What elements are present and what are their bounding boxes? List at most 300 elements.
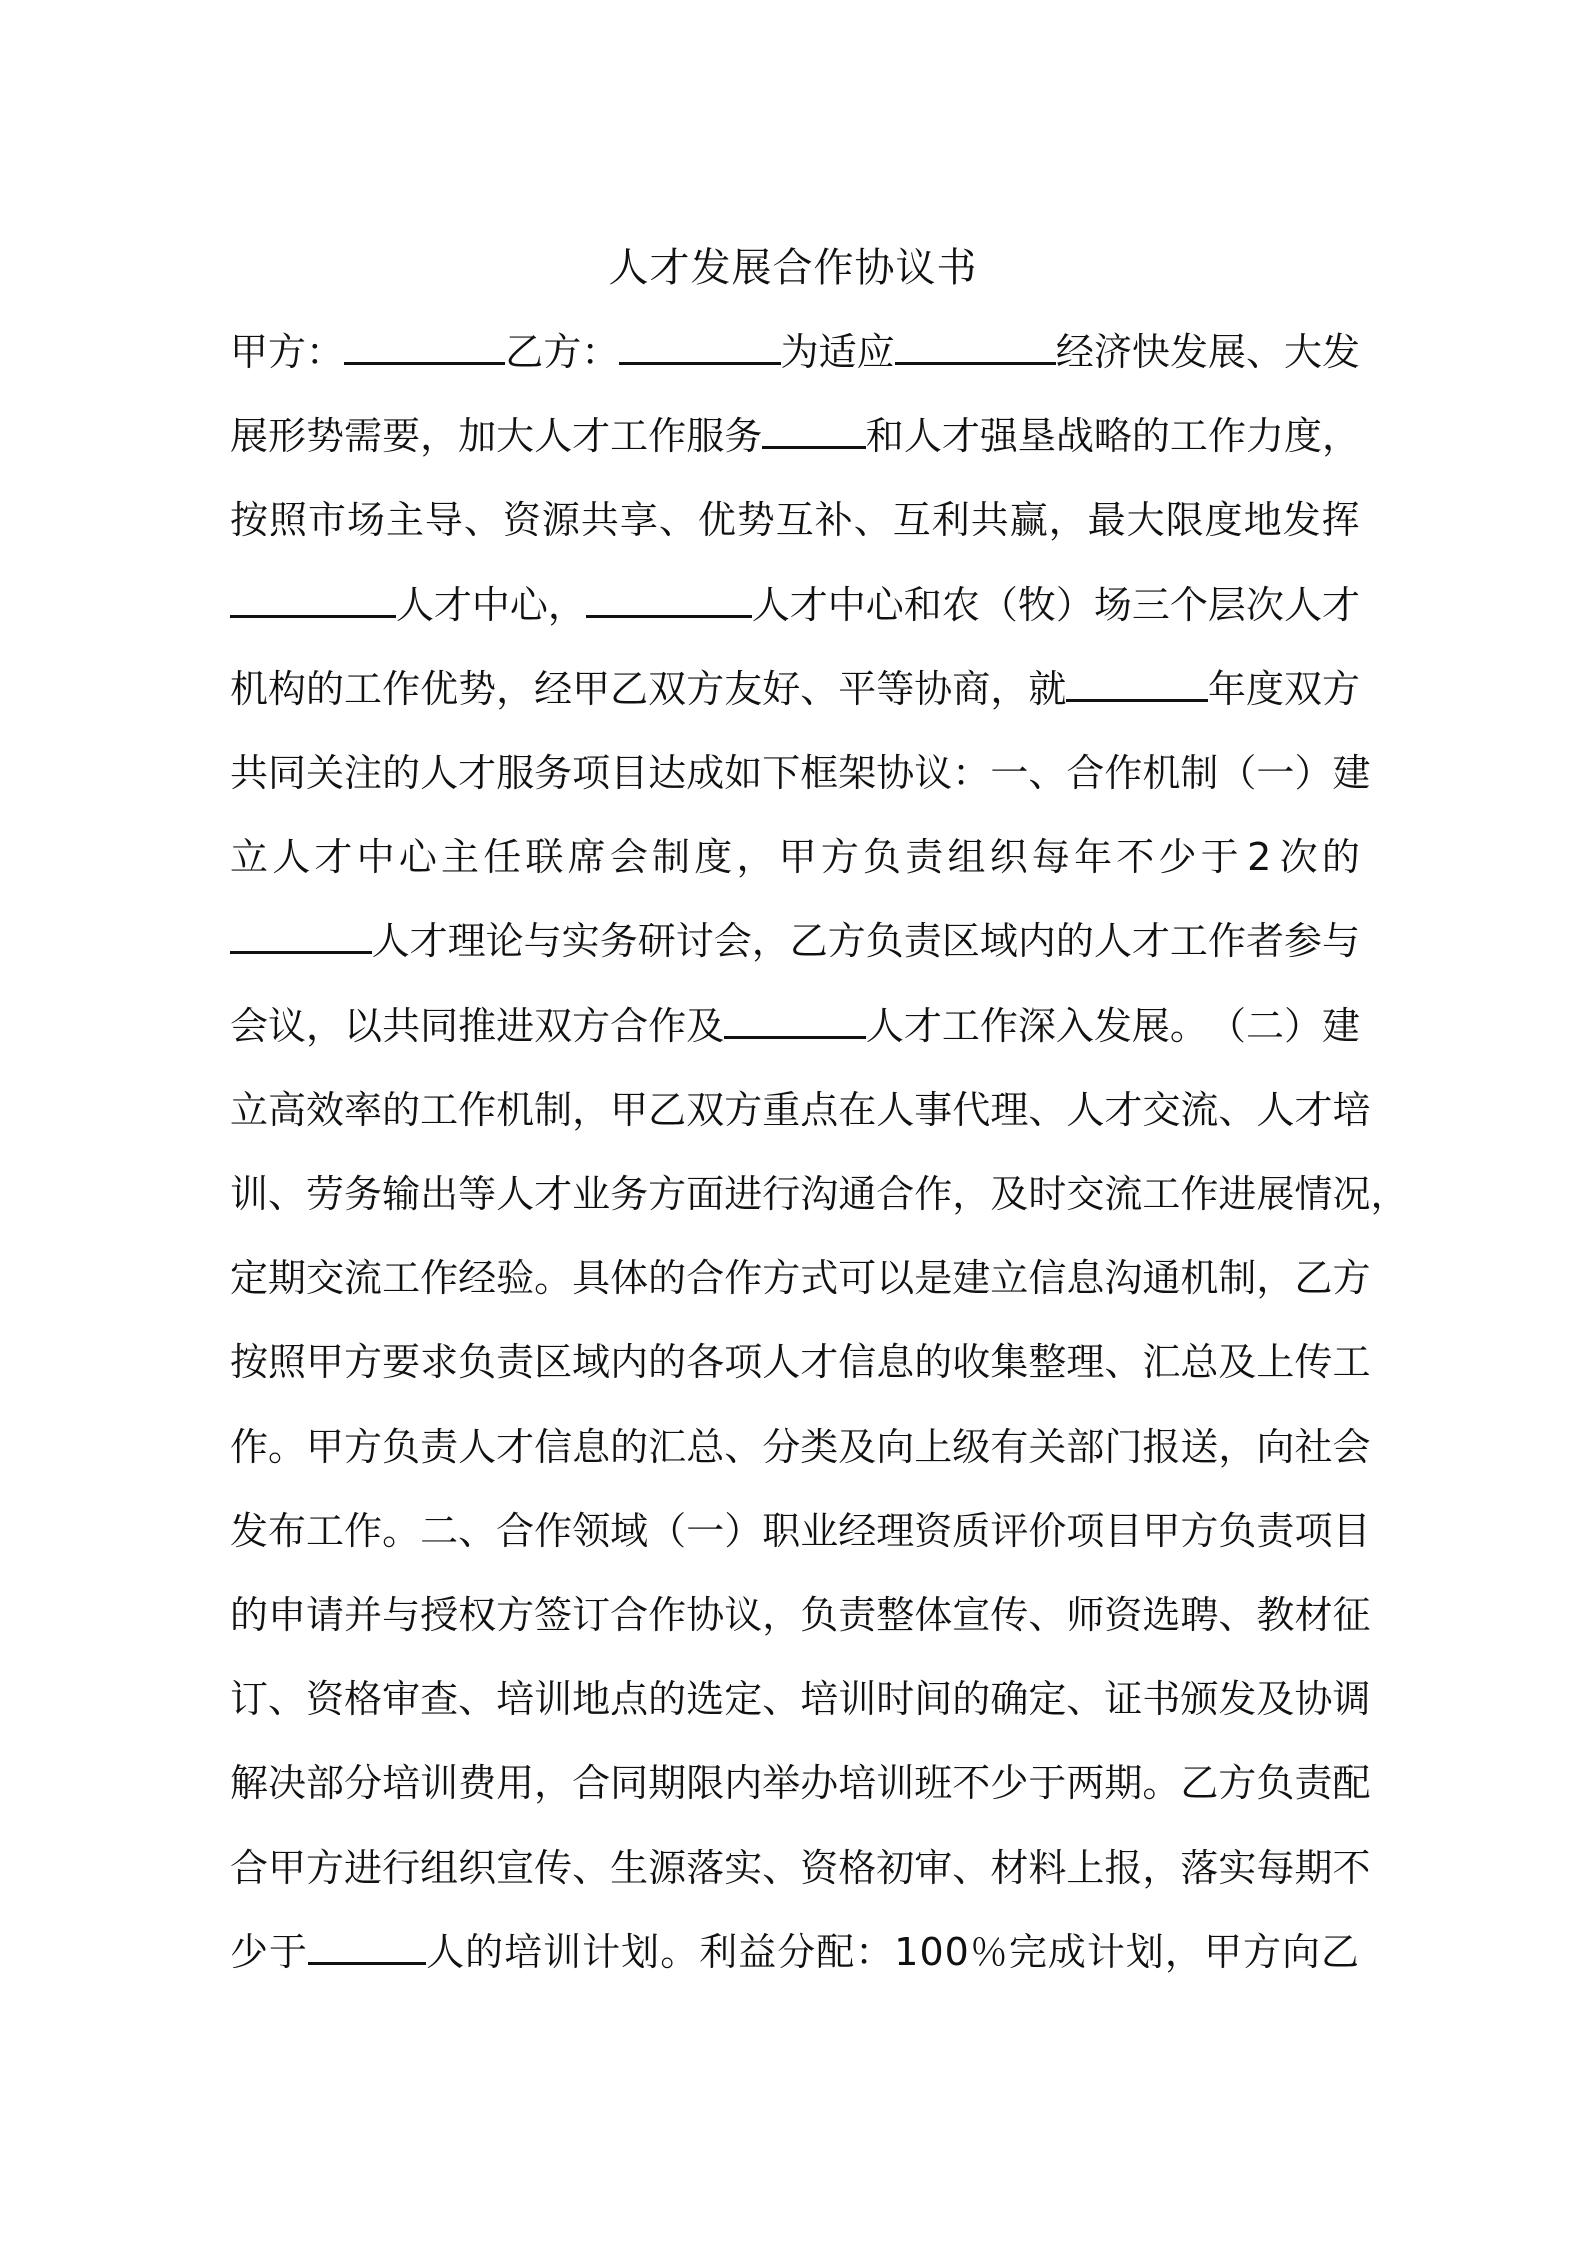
text-char: 效 [306,1087,345,1132]
text-char: 责 [1256,1508,1295,1553]
text-char: 各 [686,1340,725,1385]
text-char: 议 [268,1003,307,1048]
text-char: 人 [426,1929,465,1974]
text-char: 培 [838,1761,877,1806]
text-char: 最 [1087,498,1126,543]
text-char: 中 [356,835,395,880]
text-char: 关 [1028,1424,1067,1469]
text-char: 人 [496,1172,535,1216]
text-char: 料 [1028,1845,1067,1890]
text-char: 人 [371,919,410,964]
text-char: 方 [344,1340,383,1385]
text-char: 情 [1294,1172,1333,1216]
text-char: ， [1256,1256,1295,1301]
text-char: 资 [800,1845,839,1890]
text-char: 集 [990,1340,1029,1385]
text-char: 向 [876,1424,915,1469]
text-char: 式 [800,1256,839,1301]
text-char: 同 [610,1761,649,1806]
text-char: 作 [1104,751,1143,795]
text-char: 审 [382,1677,421,1722]
text-char: 查 [420,1677,459,1722]
text-line [230,478,1360,562]
text-char: 才 [1321,582,1360,627]
text-char: 行 [762,1172,801,1216]
text-char: 合 [1066,751,1105,795]
text-char: 质 [952,1508,991,1553]
text-char: 的 [382,751,421,795]
text-char: 落 [1180,1845,1219,1890]
text-char: 传 [534,1845,573,1890]
text-char: 。 [1142,1761,1181,1806]
text-char: 定 [724,1677,763,1722]
text-char: 会 [609,835,648,880]
text-char: 项 [1294,1508,1333,1553]
text-char: 调 [1332,1677,1371,1722]
text-char: 度 [1283,414,1322,459]
text-char: 输 [382,1172,421,1216]
text-char: 推 [458,1003,497,1048]
text-char: 及 [686,1003,725,1048]
text-char: 生 [610,1845,649,1890]
text-char: 工 [610,414,649,459]
text-char: 才 [1131,919,1170,964]
text-char: 立 [230,1087,269,1132]
text-char: 发 [230,1508,269,1553]
text-char: 材 [1294,1593,1333,1637]
text-char: 次 [1279,835,1318,880]
text-char: ： [952,751,991,795]
text-char: 济 [1093,330,1132,374]
text-char: 的 [952,1677,991,1722]
text-char: 方 [724,1087,763,1132]
text-char: 、 [762,1677,801,1722]
text-char: 人 [1093,919,1132,964]
text-char: 定 [230,1256,269,1301]
text-char: 、 [1218,1087,1257,1132]
text-line [230,1236,1371,1320]
text-char: 务 [724,414,763,459]
text-char: 的 [914,1340,953,1385]
text-char: ， [990,666,1029,711]
text-char: 。 [382,1508,421,1553]
text-char: 展 [230,414,269,459]
text-char: 制 [1218,1256,1257,1301]
text-char: 的 [648,1340,687,1385]
text-char: 论 [485,919,524,964]
text-char: ， [306,1003,345,1048]
text-char: 度 [694,835,733,880]
text-char: 乙 [648,1087,687,1132]
text-char: 行 [382,1845,421,1890]
text-char: 区 [941,919,980,964]
text-char: 、 [658,498,697,543]
text-char: ： [306,330,345,374]
text-char: 工 [344,666,383,711]
text-char: 不 [1116,835,1155,880]
text-char: 人 [458,1424,497,1469]
text-char: 商 [952,666,991,711]
text-char: 等 [876,666,915,711]
text-char: 向 [1256,1424,1295,1469]
text-char: ， [1142,1845,1181,1890]
text-char: 协 [1294,1677,1333,1722]
text-char: ， [762,1593,801,1637]
fill-in-blank[interactable] [1066,661,1208,702]
text-line [230,1910,1360,1994]
text-char: 席 [567,835,606,880]
text-char: 理 [447,919,486,964]
text-char: 下 [762,751,801,795]
text-char: 。 [268,1424,307,1469]
text-char: 、 [268,1677,307,1722]
text-char: 互 [892,498,931,543]
text-char: 方 [1180,1508,1219,1553]
text-char: 与 [382,1593,421,1637]
text-char: 用 [496,1761,535,1806]
text-char: 才 [409,919,448,964]
text-char: 实 [1218,1845,1257,1890]
text-char: 大 [1126,498,1165,543]
text-char: 理 [990,1087,1029,1132]
text-char: 作 [1207,414,1246,459]
text-char: 经 [534,666,573,711]
text-char: 培 [800,1677,839,1722]
text-char: 格 [344,1677,383,1722]
text-char: 班 [914,1761,953,1806]
text-char: 不 [952,1761,991,1806]
text-char: 略 [1093,414,1132,459]
text-char: 报 [1142,1424,1181,1469]
text-char: 乙 [505,330,544,374]
text-char: 人 [876,1087,915,1132]
fill-in-blank[interactable] [586,577,752,618]
text-char: 分 [762,1424,801,1469]
text-char: 沟 [800,1172,839,1216]
text-char: 机 [1180,1256,1219,1301]
text-char: 才 [1294,1087,1333,1132]
text-char: 少 [990,1761,1029,1806]
text-char: 要 [382,1340,421,1385]
text-char: 工 [420,1087,459,1132]
text-char: 层 [1207,582,1246,627]
text-char: 方 [344,1424,383,1469]
text-char: 讨 [675,919,714,964]
text-char: ， [1048,498,1087,543]
text-char: 乙 [1320,1929,1359,1974]
fill-in-blank[interactable] [724,998,866,1039]
text-line [230,815,1360,899]
text-char: 作 [458,1087,497,1132]
text-char: 格 [838,1845,877,1890]
text-char: 甲 [1142,1508,1181,1553]
text-char: 会 [1332,1424,1371,1469]
text-char: 人 [751,582,790,627]
text-char: 部 [306,1761,345,1806]
text-char: 训 [838,1677,877,1722]
text-char: 人 [903,414,942,459]
text-char: 立 [230,835,269,880]
text-char: 体 [610,1256,649,1301]
text-char: 展 [1207,330,1246,374]
text-char: 展 [1131,1003,1170,1048]
text-char: 于 [269,1929,308,1974]
text-char: 按 [230,498,269,543]
text-char: 友 [724,666,763,711]
text-char: 项 [572,751,611,795]
text-char: 乙 [610,666,649,711]
text-char: 共 [382,1003,421,1048]
text-char: 进 [344,1845,383,1890]
text-char: 、 [572,1845,611,1890]
text-char: 、 [1104,1340,1143,1385]
text-char: 教 [1256,1593,1295,1637]
text-char: 、 [268,1172,307,1216]
text-char: ， [547,582,586,627]
text-char: 作 [648,414,687,459]
text-char: 框 [800,751,839,795]
text-char: 战 [1055,414,1094,459]
text-char: 工 [382,1256,421,1301]
text-char: ： [855,1929,894,1974]
text-char: 的 [648,1677,687,1722]
text-char: 交 [1142,1087,1181,1132]
text-char: 类 [800,1424,839,1469]
text-char: 织 [458,1845,497,1890]
text-char: 发 [1282,498,1321,543]
text-char: 0 [919,1929,944,1974]
text-char: 务 [610,1172,649,1216]
text-char: 利 [931,498,970,543]
text-char: 于 [1028,1761,1067,1806]
text-char: 目 [610,751,649,795]
text-line [230,1320,1371,1404]
text-char: 以 [876,1256,915,1301]
fill-in-blank[interactable] [895,324,1056,365]
text-char: 双 [1283,666,1322,711]
text-char: 确 [990,1677,1029,1722]
text-char: 的 [465,1929,504,1974]
text-char: 共 [970,498,1009,543]
text-char: 业 [800,1508,839,1553]
text-char: 需 [344,414,383,459]
text-char: 任 [483,835,522,880]
text-char: 甲 [1203,1929,1242,1974]
text-char: 目 [1332,1508,1371,1553]
text-char: 向 [1281,1929,1320,1974]
text-char: 信 [1028,1256,1067,1301]
text-char: 才 [789,582,828,627]
text-char: 申 [268,1593,307,1637]
text-char: 期 [648,1761,687,1806]
text-char: ） [1283,1003,1322,1048]
text-char: 项 [724,1340,763,1385]
text-char: 具 [572,1256,611,1301]
text-char: 区 [534,1340,573,1385]
text-char: 照 [268,498,307,543]
text-char: 度 [1204,498,1243,543]
text-char: 共 [580,498,619,543]
fill-in-blank[interactable] [308,1924,426,1965]
text-char: 作 [344,1508,383,1553]
fill-in-blank[interactable] [230,577,396,618]
text-char: 联 [525,835,564,880]
text-line [230,1152,1409,1236]
text-char: 训 [876,1761,915,1806]
text-char: 负 [382,1424,421,1469]
text-char: 的 [648,1256,687,1301]
text-char: 与 [1321,919,1360,964]
text-char: 同 [420,1003,459,1048]
text-char: 方 [306,1845,345,1890]
text-char: 上 [914,1424,953,1469]
text-char: 出 [420,1172,459,1216]
text-char: 发 [1218,1677,1257,1722]
text-char: 源 [541,498,580,543]
text-char: 和 [865,414,904,459]
text-char: 配 [1332,1761,1371,1806]
text-char: 发 [1093,1003,1132,1048]
text-line [230,984,1360,1068]
text-char: 人 [1066,1087,1105,1132]
text-char: 权 [458,1593,497,1637]
text-char: 证 [1104,1677,1143,1722]
text-char: 不 [1332,1845,1371,1890]
text-char: 上 [1066,1845,1105,1890]
text-char: 可 [838,1256,877,1301]
text-char: 及 [1218,1340,1257,1385]
text-char: 合 [686,1256,725,1301]
text-char: 责 [1294,1761,1333,1806]
text-char: 汇 [648,1424,687,1469]
text-char: 才 [458,751,497,795]
text-char: 负 [1256,1761,1295,1806]
text-char: 架 [838,751,877,795]
text-char: 及 [990,1172,1029,1216]
text-char: 乙 [789,919,828,964]
text-char: 利 [699,1929,738,1974]
text-char: 分 [344,1761,383,1806]
text-char: 建 [1332,751,1371,795]
text-char: 社 [1294,1424,1333,1469]
text-char: 经 [838,1508,877,1553]
text-char: 书 [1142,1677,1181,1722]
text-char: 场 [1093,582,1132,627]
text-char: 总 [686,1424,725,1469]
text-char: 内 [610,1340,649,1385]
text-char: 与 [523,919,562,964]
text-char: 源 [648,1845,687,1890]
fill-in-blank[interactable] [230,913,372,954]
text-char: 征 [1332,1593,1371,1637]
text-char: 流 [344,1256,383,1301]
text-char: 人 [1283,582,1322,627]
text-char: 关 [306,751,345,795]
text-char: 训 [534,1677,573,1722]
text-char: 目 [1104,1508,1143,1553]
text-char: 落 [686,1845,725,1890]
fill-in-blank[interactable] [344,324,505,365]
text-char: 配 [816,1929,855,1974]
text-char: 门 [1104,1424,1143,1469]
text-char: 就 [1028,666,1067,711]
text-char: 每 [1031,835,1070,880]
text-char: 审 [914,1845,953,1890]
text-char: 要 [382,414,421,459]
text-char: 组 [947,835,986,880]
text-char: 势 [736,498,775,543]
text-char: 计 [582,1929,621,1974]
text-char: 举 [762,1761,801,1806]
text-char: 率 [344,1087,383,1132]
text-char: 验 [496,1256,535,1301]
text-char: 传 [990,1593,1029,1637]
text-char: 合 [876,1172,915,1216]
text-char: 的 [230,1593,269,1637]
text-char: 二 [420,1508,459,1553]
text-char: 为 [780,330,819,374]
text-char: 求 [420,1340,459,1385]
text-char: 补 [814,498,853,543]
text-char: 训 [543,1929,582,1974]
text-char: 上 [1256,1340,1295,1385]
text-char: 导 [424,498,463,543]
text-char: 部 [1066,1424,1105,1469]
text-char: 才 [534,1172,573,1216]
text-char: 同 [268,751,307,795]
text-char: 布 [268,1508,307,1553]
text-char: 息 [572,1424,611,1469]
text-char: ， [420,414,459,459]
text-char: 责 [496,1340,535,1385]
text-char: 内 [724,1761,763,1806]
text-char: 息 [876,1340,915,1385]
text-char: 方 [543,330,582,374]
fill-in-blank[interactable] [762,408,866,449]
text-char: 方 [496,1593,535,1637]
text-char: 的 [1055,919,1094,964]
text-char: 并 [344,1593,383,1637]
text-char: 、 [800,666,839,711]
text-char: 宣 [952,1593,991,1637]
text-char: 方 [268,330,307,374]
text-char: 赢 [1009,498,1048,543]
text-char: 方 [1218,1761,1257,1806]
text-char: 作 [420,1256,459,1301]
text-char: ） [1294,751,1333,795]
text-char: ， [1218,1424,1257,1469]
text-char: 交 [1066,1172,1105,1216]
text-char: （ [648,1508,687,1553]
text-char: 培 [504,1929,543,1974]
text-char: 势 [306,414,345,459]
text-char: 形 [268,414,307,459]
text-char: 发 [1169,330,1208,374]
text-char: 订 [230,1677,269,1722]
text-char: 整 [1028,1340,1067,1385]
text-char: 送 [1180,1424,1219,1469]
text-char: 服 [496,751,535,795]
text-line [230,1068,1371,1152]
text-char: 一 [990,751,1029,795]
text-char: 研 [637,919,676,964]
text-char: 汇 [1142,1340,1181,1385]
text-char: 通 [1142,1256,1181,1301]
text-char: 计 [1086,1929,1125,1974]
text-char: 收 [952,1340,991,1385]
text-char: 协 [686,1593,725,1637]
fill-in-blank[interactable] [619,324,780,365]
